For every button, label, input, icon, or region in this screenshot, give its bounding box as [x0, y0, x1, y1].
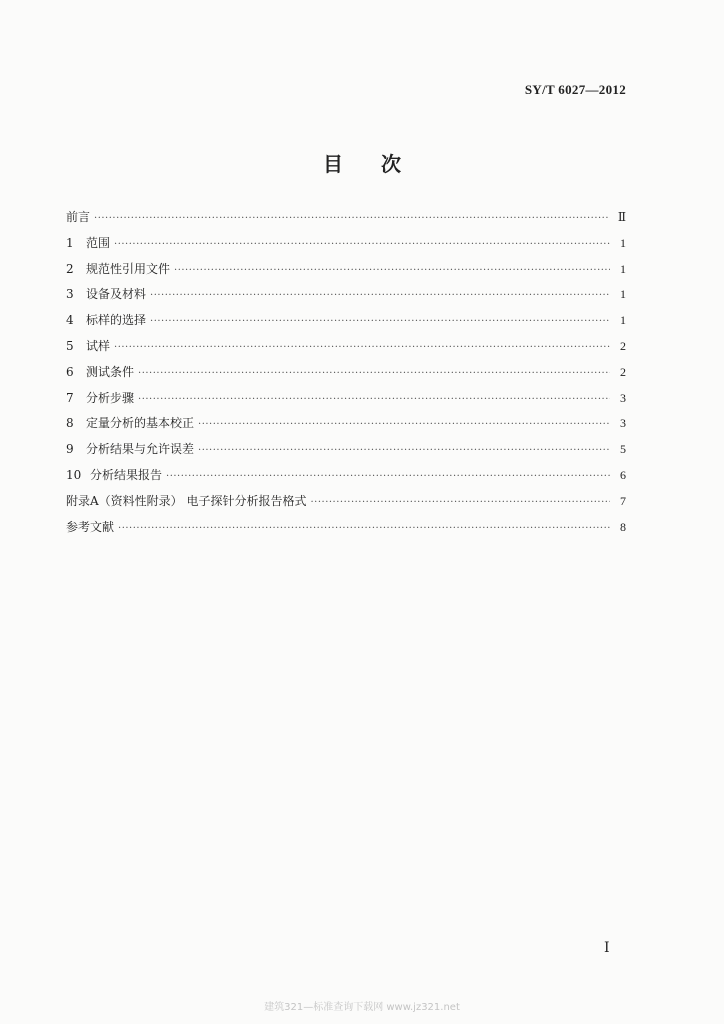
toc-entry-results-tolerance[interactable] — [66, 440, 626, 466]
toc-entry-page: 1 — [620, 287, 626, 302]
toc-entry-number: 3 — [66, 287, 74, 302]
toc-entry-label: 附录A（资料性附录） 电子探针分析报告格式 — [66, 493, 307, 508]
dot-leader — [166, 471, 610, 482]
toc-entry-label: 1 范围 — [66, 235, 111, 250]
toc-entry-number: 6 — [66, 364, 74, 379]
toc-entry-number: 4 — [66, 313, 74, 328]
toc-entry-label: 7 分析步骤 — [66, 390, 135, 405]
toc-entry-page: 2 — [620, 364, 626, 379]
toc-entry-number: 10 — [66, 467, 82, 482]
toc-entry-page: 1 — [620, 313, 626, 328]
toc-entry-page: 5 — [620, 442, 626, 457]
toc-entry-number: 1 — [66, 235, 74, 250]
toc-entry-number: 9 — [66, 442, 74, 457]
toc-entry-label: 6 测试条件 — [66, 364, 135, 379]
toc-entry-number: 7 — [66, 390, 74, 405]
dot-leader — [94, 213, 610, 224]
toc-title-char-2: 次 — [381, 152, 401, 176]
dot-leader — [310, 497, 610, 508]
toc-entry-samples[interactable] — [66, 337, 626, 363]
toc-title — [0, 148, 724, 177]
toc-entry-number: 2 — [66, 261, 74, 276]
toc-entry-label: 10 分析结果报告 — [66, 467, 163, 482]
toc-entry-appendix-a[interactable] — [66, 492, 626, 518]
page-number: Ⅰ — [604, 941, 610, 956]
toc-entry-label: 2 规范性引用文件 — [66, 261, 171, 276]
toc-title-char-1: 目 — [323, 152, 343, 176]
toc-entry-page: 1 — [620, 235, 626, 250]
toc-entry-equipment[interactable] — [66, 285, 626, 311]
toc-entry-page: 6 — [620, 467, 626, 482]
toc-entry-number: 5 — [66, 338, 74, 353]
watermark-text: 建筑321—标准查询下载网 www.jz321.net — [264, 1002, 460, 1013]
toc-entry-label: 8 定量分析的基本校正 — [66, 416, 195, 431]
toc-entry-label: 3 设备及材料 — [66, 287, 147, 302]
toc-entry-label: 9 分析结果与允许误差 — [66, 442, 195, 457]
toc-entry-bibliography[interactable] — [66, 518, 626, 544]
dot-leader — [138, 368, 610, 379]
toc-entry-page: 1 — [620, 261, 626, 276]
toc-entry-results-report[interactable] — [66, 466, 626, 492]
dot-leader — [138, 394, 610, 405]
toc-entry-page: 2 — [620, 338, 626, 353]
toc-entry-page: 7 — [620, 493, 626, 508]
dot-leader — [114, 239, 610, 250]
toc-entry-test-conditions[interactable] — [66, 363, 626, 389]
toc-entry-label: 前言 — [66, 210, 91, 224]
dot-leader — [150, 316, 610, 327]
dot-leader — [198, 445, 610, 456]
toc-entry-label: 4 标样的选择 — [66, 313, 147, 328]
toc-entry-page: 8 — [620, 519, 626, 534]
dot-leader — [114, 342, 610, 353]
table-of-contents — [66, 208, 626, 543]
toc-entry-label: 5 试样 — [66, 338, 111, 353]
dot-leader — [198, 419, 610, 430]
toc-entry-standard-selection[interactable] — [66, 311, 626, 337]
toc-entry-page: 3 — [620, 390, 626, 405]
toc-entry-normative-references[interactable] — [66, 260, 626, 286]
toc-entry-analysis-steps[interactable] — [66, 389, 626, 415]
toc-entry-scope[interactable] — [66, 234, 626, 260]
toc-entry-label: 参考文献 — [66, 519, 115, 534]
dot-leader — [118, 523, 610, 534]
toc-entry-page: 3 — [620, 416, 626, 431]
toc-entry-foreword[interactable] — [66, 208, 626, 234]
standard-code: SY/T 6027—2012 — [524, 82, 626, 97]
toc-entry-page: Ⅱ — [617, 210, 626, 224]
toc-entry-basic-correction[interactable] — [66, 414, 626, 440]
dot-leader — [174, 265, 610, 276]
toc-entry-number: 8 — [66, 416, 74, 431]
dot-leader — [150, 290, 610, 301]
